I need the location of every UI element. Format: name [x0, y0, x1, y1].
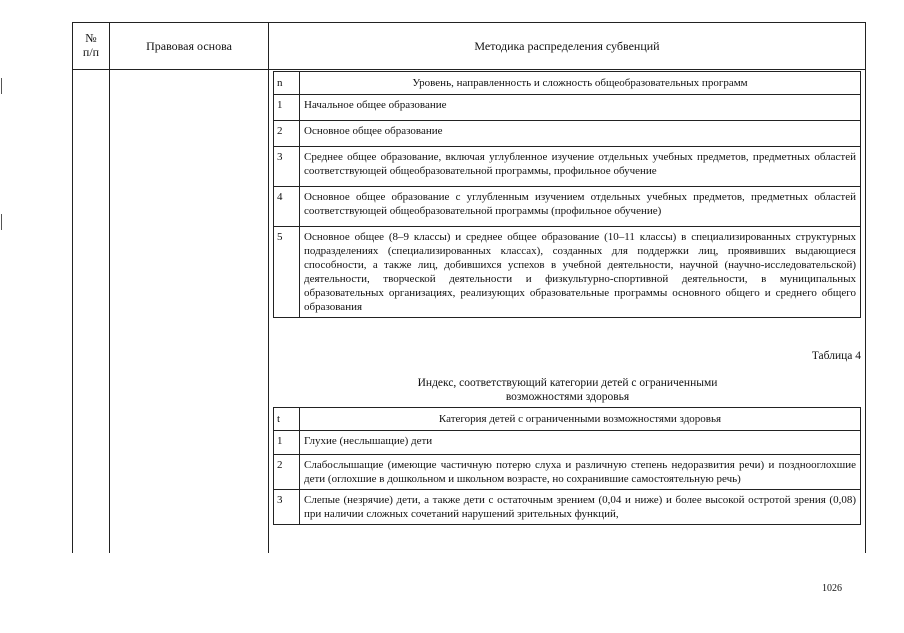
row-index: 2: [274, 455, 300, 490]
column-divider: [268, 23, 269, 553]
row-text: Слабослышащие (имеющие частичную потерю слуха и различную степень недоразвития речи) и позднооглохшие дети (оглохшие в дошкольном и школьном возрасте, но сохранившие самостоятельную речь): [300, 455, 861, 490]
row-index: 5: [274, 227, 300, 318]
table-row: [274, 227, 861, 318]
table-title-line: возможностями здоровья: [505, 391, 630, 403]
table-row: [274, 431, 861, 455]
row-index: 2: [274, 121, 300, 147]
index-header: n: [274, 72, 300, 95]
row-index: 4: [274, 187, 300, 227]
row-text: Основное общее (8–9 классы) и среднее общее образование (10–11 классы) в специализированных структурных подразделениях (специализированных классах), созданных для поддержки лиц, проявивших выдающиеся способности, а также лиц, добившихся успехов в учебной деятельности, научной (научно-исследовательской) деятельности, творческой деятельности и физкультурно-спортивной деятельности, в муниципальных образовательных организациях, реализующих образовательные программы основного общего и среднего общего образования: [300, 227, 861, 318]
table-row: [274, 187, 861, 227]
table-header-row: [274, 72, 861, 95]
row-text: Глухие (неслышащие) дети: [300, 431, 861, 455]
levels-table: [273, 71, 861, 318]
row-text: Основное общее образование: [300, 121, 861, 147]
table-row: [274, 121, 861, 147]
table-row: [274, 95, 861, 121]
index-header: t: [274, 408, 300, 431]
scan-mark: [1, 214, 2, 230]
table-row: [274, 147, 861, 187]
row-index: 1: [274, 95, 300, 121]
column-divider: [109, 23, 110, 553]
basis-column-header: Правовая основа: [146, 39, 232, 53]
table-row: [274, 490, 861, 525]
row-index: 3: [274, 490, 300, 525]
row-index: 3: [274, 147, 300, 187]
scan-mark: [1, 78, 2, 94]
row-text: Слепые (незрячие) дети, а также дети с остаточным зрением (0,04 и ниже) и более высокой остротой зрения (0,08) при наличии сложных сочетаний нарушений зрительных функций,: [300, 490, 861, 525]
method-column-header: Методика распределения субвенций: [474, 39, 660, 53]
table-title-line: Индекс, соответствующий категории детей с ограниченными: [417, 377, 718, 389]
categories-title-header: Категория детей с ограниченными возможностями здоровья: [300, 408, 861, 431]
levels-title-header: Уровень, направленность и сложность общеобразовательных программ: [300, 72, 861, 95]
row-text: Начальное общее образование: [300, 95, 861, 121]
row-text: Основное общее образование с углубленным изучением отдельных учебных предметов, предметных областей соответствующей общеобразовательной программы (профильное обучение): [300, 187, 861, 227]
header-divider: [73, 69, 865, 70]
table-title: [270, 376, 865, 404]
number-column-header: [73, 31, 109, 59]
table-row: [274, 455, 861, 490]
page-number: 1026: [822, 583, 842, 594]
table-header-row: [274, 408, 861, 431]
table-caption: Таблица 4: [811, 350, 861, 362]
row-index: 1: [274, 431, 300, 455]
number-header-text: № п/п: [82, 31, 100, 59]
categories-table: [273, 407, 861, 525]
row-text: Среднее общее образование, включая углубленное изучение отдельных учебных предметов, предметных областей соответствующей общеобразовательной программы, профильное обучение: [300, 147, 861, 187]
